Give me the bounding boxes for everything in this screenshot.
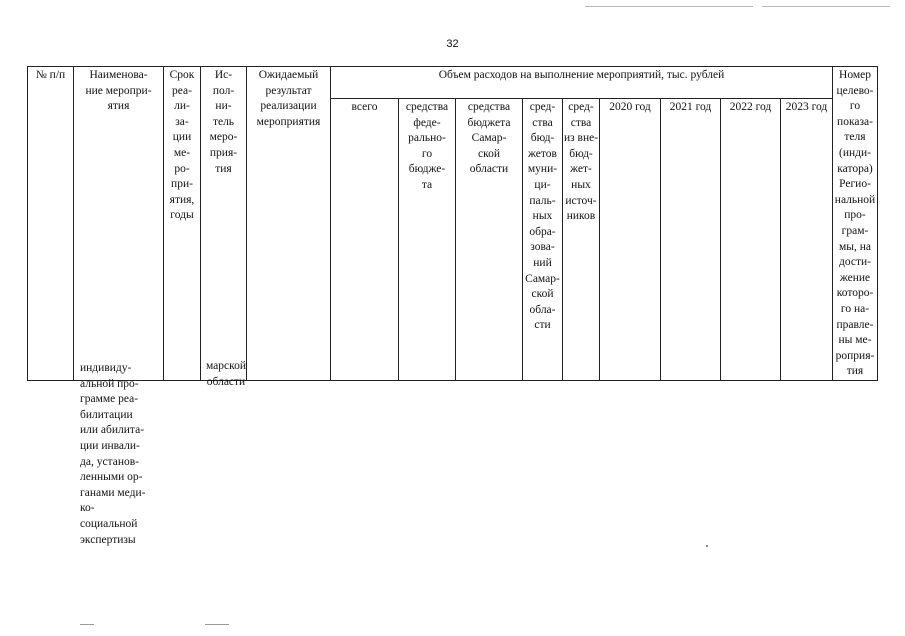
- subheader-2021: 2021 год: [661, 99, 721, 381]
- subheader-federal: средства феде- рально- го бюдже- та: [399, 99, 456, 381]
- activities-table: [27, 66, 878, 381]
- subheader-2022: 2022 год: [721, 99, 781, 381]
- header-name: Наименова- ние меропри- ятия: [74, 67, 164, 381]
- continuation-name-text: индивиду- альной про- грамме реа- билитации или абилита- ции инвали- да, установ- ленными ор- ганами меди- ко- социальной экспертизы: [80, 362, 146, 546]
- subheader-2023: 2023 год: [781, 99, 833, 381]
- scan-edge-line: [585, 6, 753, 7]
- scan-edge-line: [762, 6, 890, 7]
- subheader-regional: средства бюджета Самар- ской области: [456, 99, 523, 381]
- subheader-extrabudget: сред- ства из вне- бюд- жет- ных источ- ников: [563, 99, 600, 381]
- subheader-2020: 2020 год: [600, 99, 661, 381]
- scan-speck: [706, 545, 708, 547]
- scan-bottom-mark: [205, 624, 229, 625]
- scan-bottom-mark: [80, 624, 94, 625]
- subheader-total: всего: [331, 99, 399, 381]
- header-expenses: Объем расходов на выполнение мероприятий, тыс. рублей: [331, 67, 833, 99]
- continuation-executor-text: марской области: [205, 360, 247, 388]
- header-num: № п/п: [28, 67, 74, 381]
- header-term: Срок реа- ли- за- ции ме- ро- при- ятия, годы: [164, 67, 201, 381]
- page-number: 32: [446, 38, 459, 50]
- subheader-municipal: сред- ства бюд- жетов муни- ци- паль- ных обра- зова- ний Самар- ской обла- сти: [523, 99, 563, 381]
- header-executor: Ис- пол- ни- тель меро- прия- тия: [201, 67, 247, 381]
- header-indicator: Номер целево- го показа- теля (инди- катора) Регио- нальной про- грам- мы, на дости- жение которо- го на- правле- ны ме- роприя- тия: [833, 67, 878, 381]
- header-result: Ожидаемый результат реализации мероприятия: [247, 67, 331, 381]
